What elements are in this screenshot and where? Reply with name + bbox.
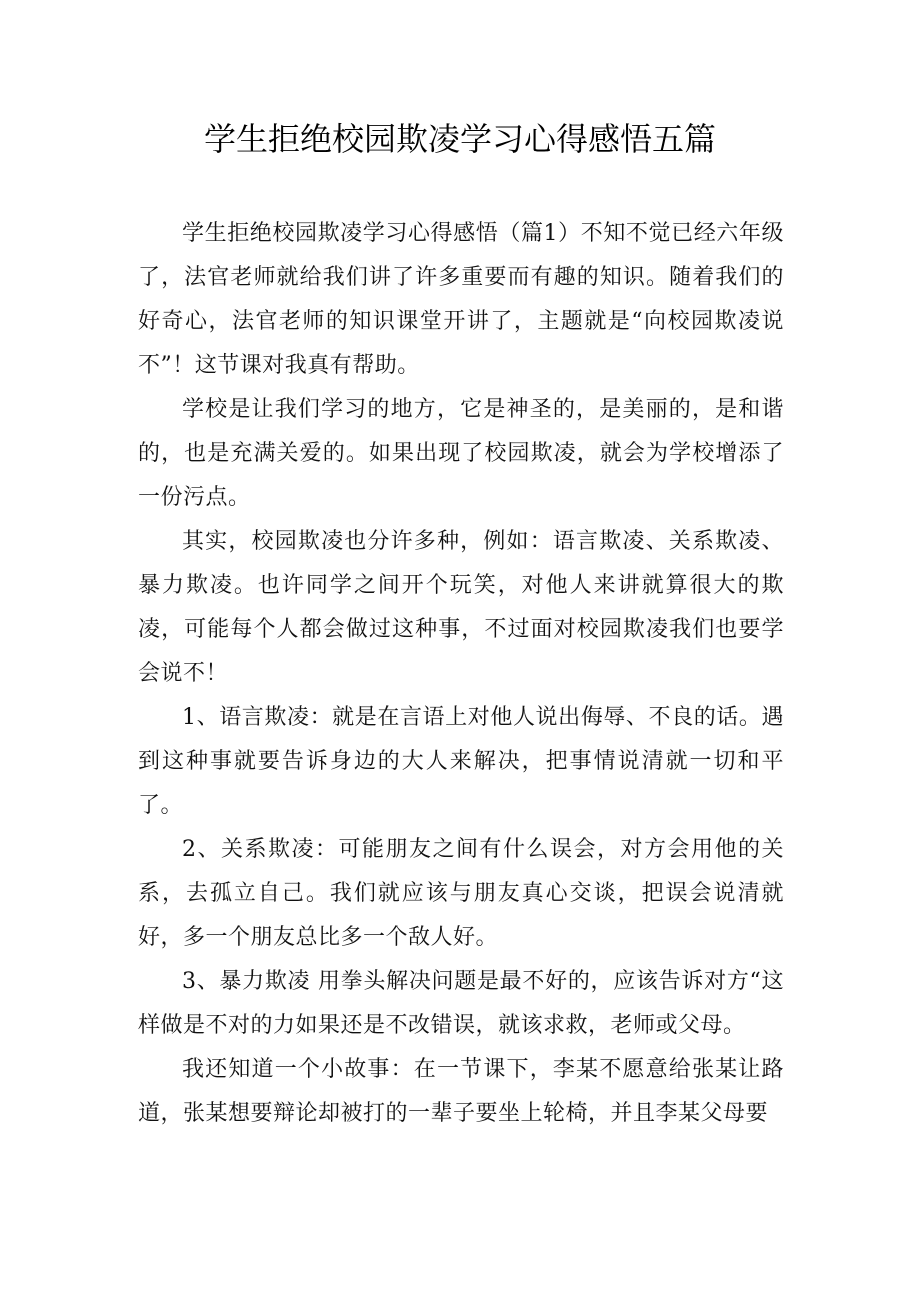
paragraph-2: 学校是让我们学习的地方，它是神圣的，是美丽的，是和谐的，也是充满关爱的。如果出现了校园欺凌，就会为学校增添了一份污点。: [138, 397, 784, 510]
paragraph-5: 2、关系欺凌：可能朋友之间有什么误会，对方会用他的关系，去孤立自己。我们就应该与朋友真心交谈，把误会说清就好，多一个朋友总比多一个敌人好。: [138, 837, 784, 950]
document-title: 学生拒绝校园欺凌学习心得感悟五篇: [203, 120, 716, 158]
paragraph-3: 其实，校园欺凌也分许多种，例如：语言欺凌、关系欺凌、暴力欺凌。也许同学之间开个玩笑，对他人来讲就算很大的欺凌，可能每个人都会做过这种事，不过面对校园欺凌我们也要学会说不！: [138, 529, 784, 686]
paragraph-1: 学生拒绝校园欺凌学习心得感悟（篇1）不知不觉已经六年级了，法官老师就给我们讲了许多重要而有趣的知识。随着我们的好奇心，法官老师的知识课堂开讲了，主题就是“向校园欺凌说不”！这节课对我真有帮助。: [138, 221, 784, 378]
paragraph-7: 我还知道一个小故事：在一节课下，李某不愿意给张某让路道，张某想要辩论却被打的一辈子要坐上轮椅，并且李某父母要: [138, 1057, 784, 1126]
document-body: [138, 212, 784, 1136]
paragraph-4: 1、语言欺凌：就是在言语上对他人说出侮辱、不良的话。遇到这种事就要告诉身边的大人来解决，把事情说清就一切和平了。: [138, 705, 784, 818]
paragraph-6: 3、暴力欺凌 用拳头解决问题是最不好的，应该告诉对方“这样做是不对的力如果还是不改错误，就该求救，老师或父母。: [138, 969, 784, 1038]
